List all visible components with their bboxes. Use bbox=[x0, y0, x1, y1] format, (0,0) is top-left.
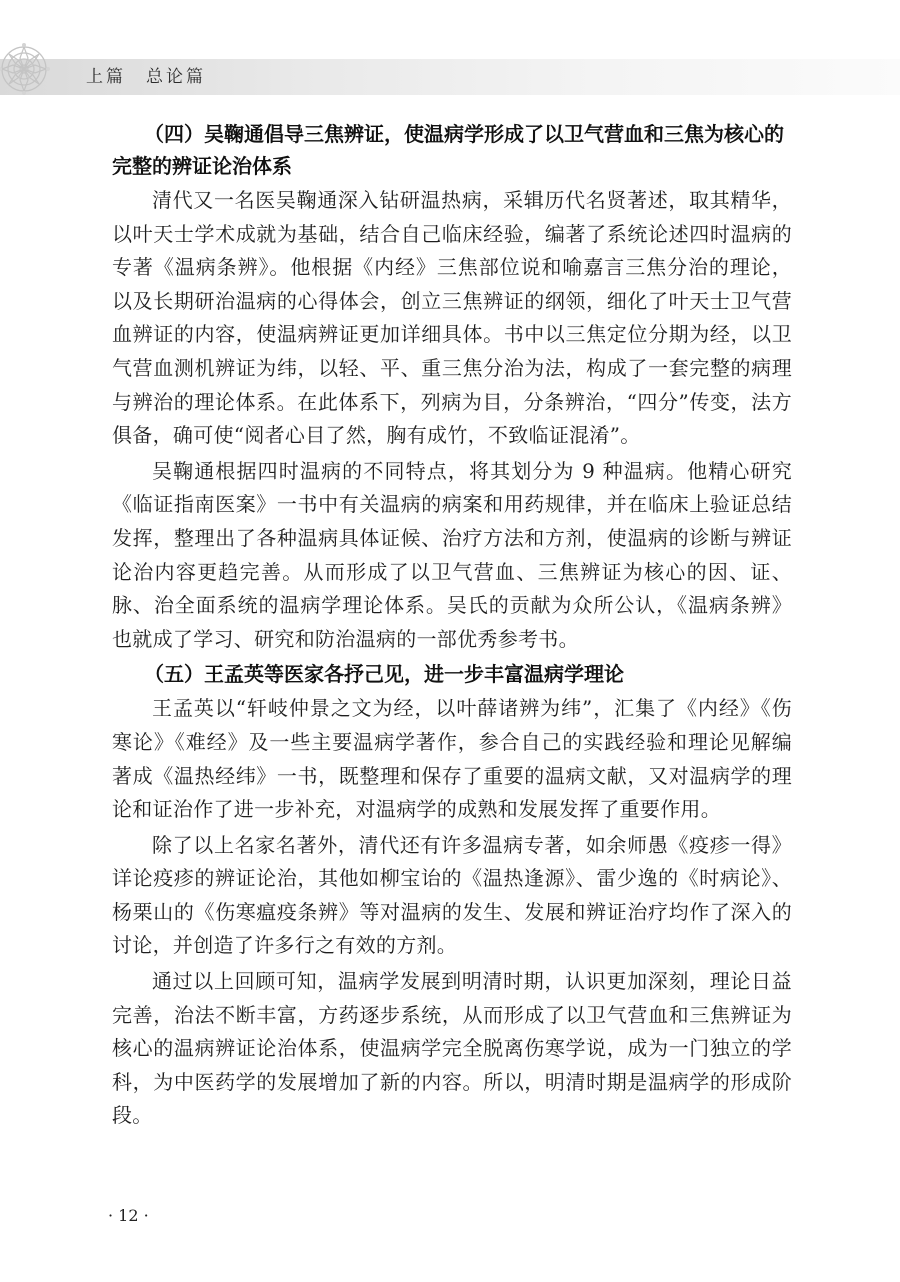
body-paragraph: 通过以上回顾可知，温病学发展到明清时期，认识更加深刻，理论日益完善，治法不断丰富，方药逐步系统，从而形成了以卫气营血和三焦辨证为核心的温病辨证论治体系，使温病学完全脱离伤寒学说，成为一门独立的学科，为中医药学的发展增加了新的内容。所以，明清时期是温病学的形成阶段。 bbox=[112, 969, 792, 1128]
body-paragraph: 吴鞠通根据四时温病的不同特点，将其划分为 9 种温病。他精心研究《临证指南医案》一书中有关温病的病案和用药规律，并在临床上验证总结发挥，整理出了各种温病具体证候、治疗方法和方剂，使温病的诊断与辨证论治内容更趋完善。从而形成了以卫气营血、三焦辨证为核心的因、证、脉、治全面系统的温病学理论体系。吴氏的贡献为众所公认，《温病条辨》也就成了学习、研究和防治温病的一部优秀参考书。 bbox=[112, 458, 792, 651]
section-heading: （五）王孟英等医家各抒己见，进一步丰富温病学理论 bbox=[144, 662, 624, 687]
floral-ornament-icon bbox=[0, 38, 62, 100]
body-paragraph: 清代又一名医吴鞠通深入钻研温热病，采辑历代名贤著述，取其精华，以叶天士学术成就为基础，结合自己临床经验，编著了系统论述四时温病的专著《温病条辨》。他根据《内经》三焦部位说和喻嘉言三焦分治的理论，以及长期研治温病的心得体会，创立三焦辨证的纲领，细化了叶天士卫气营血辨证的内容，使温病辨证更加详细具体。书中以三焦定位分期为经，以卫气营血测机辨证为纬，以轻、平、重三焦分治为法，构成了一套完整的病理与辨治的理论体系。在此体系下，列病为目，分条辨治，“四分”传变，法方俱备，确可使“阅者心目了然，胸有成竹，不致临证混淆”。 bbox=[112, 188, 792, 448]
page-number: · 12 · bbox=[108, 1206, 149, 1225]
page-body bbox=[112, 118, 792, 1133]
body-paragraph: 除了以上名家名著外，清代还有许多温病专著，如余师愚《疫疹一得》详论疫疹的辨证论治，其他如柳宝诒的《温热逢源》、雷少逸的《时病论》、杨栗山的《伤寒瘟疫条辨》等对温病的发生、发展和辨证治疗均作了深入的讨论，并创造了许多行之有效的方剂。 bbox=[112, 832, 792, 958]
body-paragraph: 王孟英以“轩岐仲景之文为经，以叶薛诸辨为纬”，汇集了《内经》《伤寒论》《难经》及一些主要温病学著作，参合自己的实践经验和理论见解编著成《温热经纬》一书，既整理和保存了重要的温病文献，又对温病学的理论和证治作了进一步补充，对温病学的成熟和发展发挥了重要作用。 bbox=[112, 696, 792, 822]
running-header-title: 上篇 总论篇 bbox=[86, 67, 206, 87]
section-heading: （四）吴鞠通倡导三焦辨证，使温病学形成了以卫气营血和三焦为核心的完整的辨证论治体系 bbox=[112, 122, 784, 178]
